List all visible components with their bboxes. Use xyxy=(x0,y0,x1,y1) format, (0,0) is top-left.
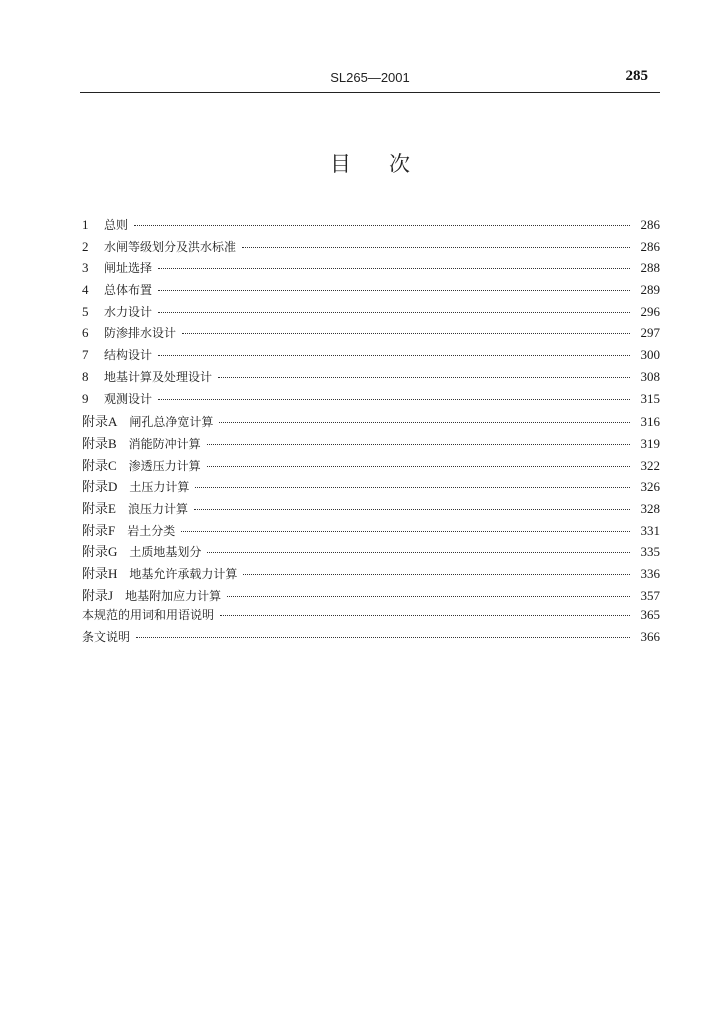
toc-entry-page: 308 xyxy=(640,368,660,384)
toc-entry-number: 3 xyxy=(82,260,89,276)
toc-entry-number: 8 xyxy=(82,368,89,384)
dot-leader xyxy=(158,267,630,269)
toc-entry xyxy=(82,411,660,433)
toc-entry-title: 地基附加应力计算 xyxy=(125,588,222,603)
toc-entry-number: 附录G xyxy=(82,544,118,560)
toc-entry-title: 地基允许承载力计算 xyxy=(129,567,238,581)
toc-entry xyxy=(82,346,660,368)
dot-leader xyxy=(242,246,630,248)
toc-entry-page: 319 xyxy=(640,435,660,451)
toc-entry-number: 7 xyxy=(82,347,89,363)
dot-leader xyxy=(219,421,630,423)
toc-entry-page: 326 xyxy=(640,479,660,495)
toc-entry-title: 防渗排水设计 xyxy=(104,326,177,341)
toc-entry-page: 316 xyxy=(640,414,660,430)
toc-entry-title: 总则 xyxy=(104,218,129,232)
dot-leader xyxy=(182,332,630,334)
toc-entry xyxy=(82,238,660,260)
toc-entry-page: 366 xyxy=(640,629,660,645)
dot-leader xyxy=(158,311,630,313)
toc-entry-page: 328 xyxy=(640,500,660,516)
toc-entry-number: 附录C xyxy=(82,457,117,473)
toc-entry-title: 条文说明 xyxy=(82,630,131,645)
table-of-contents xyxy=(82,216,660,650)
toc-entry xyxy=(82,324,660,346)
toc-entry xyxy=(82,520,660,542)
toc-entry-page: 297 xyxy=(640,325,660,341)
page-number: 285 xyxy=(625,68,648,84)
dot-leader xyxy=(158,289,630,291)
toc-entry xyxy=(82,303,660,325)
document-code: SL265—2001 xyxy=(330,70,410,85)
toc-entry xyxy=(82,498,660,520)
toc-entry xyxy=(82,585,660,607)
toc-entry xyxy=(82,216,660,238)
toc-entry xyxy=(82,368,660,390)
toc-entry-title: 观测设计 xyxy=(104,391,153,406)
toc-entry xyxy=(82,455,660,477)
toc-entry-number: 4 xyxy=(82,282,89,298)
toc-entry xyxy=(82,541,660,563)
toc-entry-title: 水力设计 xyxy=(104,304,153,319)
toc-title: 目次 xyxy=(330,152,448,176)
toc-entry-number: 6 xyxy=(82,325,89,341)
toc-entry-number: 附录J xyxy=(82,587,114,603)
dot-leader xyxy=(195,486,630,488)
toc-entry-title: 地基计算及处理设计 xyxy=(104,369,213,384)
toc-entry-page: 300 xyxy=(640,347,660,363)
dot-leader xyxy=(194,508,630,510)
dot-leader xyxy=(158,398,630,400)
toc-entry xyxy=(82,390,660,412)
dot-leader xyxy=(207,465,630,467)
toc-entry-number: 9 xyxy=(82,390,89,406)
toc-entry-page: 296 xyxy=(640,303,660,319)
toc-entry-title: 土质地基划分 xyxy=(129,545,202,560)
toc-entry-title: 总体布置 xyxy=(104,283,153,298)
toc-entry xyxy=(82,433,660,455)
dot-leader xyxy=(218,376,630,378)
dot-leader xyxy=(243,573,630,575)
dot-leader xyxy=(134,224,630,226)
toc-entry-number: 5 xyxy=(82,303,89,319)
toc-entry-title: 土压力计算 xyxy=(129,480,190,495)
toc-entry-number: 附录D xyxy=(82,479,118,495)
toc-entry-page: 335 xyxy=(640,544,660,560)
dot-leader xyxy=(207,443,630,445)
toc-entry-number: 2 xyxy=(82,238,89,254)
toc-entry-number: 附录E xyxy=(82,500,116,516)
toc-entry-page: 315 xyxy=(640,390,660,406)
toc-entry-page: 365 xyxy=(640,607,660,623)
toc-entry-title: 水闸等级划分及洪水标准 xyxy=(104,239,237,254)
page-header xyxy=(80,68,660,92)
toc-entry-title: 闸孔总净宽计算 xyxy=(129,415,214,430)
toc-entry-number: 1 xyxy=(82,217,89,232)
toc-entry-title: 浪压力计算 xyxy=(127,501,188,516)
dot-leader xyxy=(158,354,630,356)
toc-entry-title: 闸址选择 xyxy=(104,261,153,276)
toc-entry xyxy=(82,281,660,303)
dot-leader xyxy=(220,614,630,616)
toc-entry-page: 322 xyxy=(640,457,660,473)
toc-entry xyxy=(82,563,660,585)
toc-entry xyxy=(82,628,660,650)
toc-entry-number: 附录F xyxy=(82,522,116,538)
dot-leader xyxy=(181,530,630,532)
toc-entry-number: 附录B xyxy=(82,435,117,451)
toc-entry-page: 331 xyxy=(640,522,660,538)
toc-entry-title: 本规范的用词和用语说明 xyxy=(82,608,215,623)
toc-entry xyxy=(82,259,660,281)
toc-entry-title: 结构设计 xyxy=(104,348,153,363)
toc-entry-page: 336 xyxy=(640,566,660,581)
toc-entry xyxy=(82,476,660,498)
toc-entry-number: 附录A xyxy=(82,414,118,430)
dot-leader xyxy=(207,551,630,553)
toc-entry-page: 288 xyxy=(640,260,660,276)
header-rule xyxy=(80,92,660,93)
toc-entry-number: 附录H xyxy=(82,566,118,581)
toc-entry-page: 357 xyxy=(640,587,660,603)
toc-entry-page: 289 xyxy=(640,282,660,298)
dot-leader xyxy=(227,595,630,597)
toc-entry-page: 286 xyxy=(640,238,660,254)
toc-entry-title: 消能防冲计算 xyxy=(128,436,201,451)
dot-leader xyxy=(136,636,630,638)
toc-entry xyxy=(82,606,660,628)
toc-entry-page: 286 xyxy=(640,217,660,232)
toc-entry-title: 岩土分类 xyxy=(127,523,176,538)
toc-entry-title: 渗透压力计算 xyxy=(128,458,201,473)
